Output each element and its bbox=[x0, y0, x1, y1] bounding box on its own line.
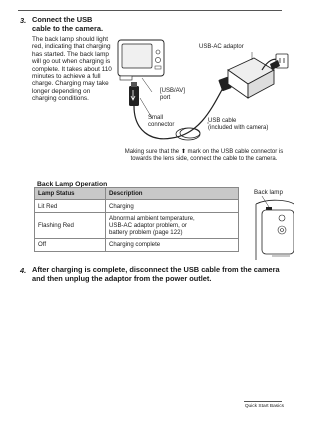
usb-cable-label-line1: USB cable bbox=[208, 118, 237, 124]
usb-cable-label-line2: (included with camera) bbox=[208, 124, 269, 131]
back-lamp-table bbox=[34, 187, 239, 252]
description-cell bbox=[106, 212, 239, 238]
small-connector-label bbox=[148, 115, 174, 129]
table-row bbox=[35, 200, 239, 212]
description-line: USB-AC adaptor problem, or bbox=[109, 221, 187, 229]
camera-back-drawing bbox=[118, 40, 164, 80]
table-row bbox=[35, 212, 239, 238]
footer-divider bbox=[244, 401, 282, 402]
usb-av-port-label bbox=[160, 88, 185, 102]
lamp-status-cell: Flashing Red bbox=[35, 212, 106, 238]
footer-section-name: Quick Start Basics bbox=[244, 404, 284, 409]
step-4-number: 4. bbox=[20, 266, 27, 275]
step-4-title: After charging is complete, disconnect the USB cable from the camera and then unplug the adaptor from the power outlet. bbox=[32, 265, 280, 283]
column-header-lamp-status: Lamp Status bbox=[35, 188, 106, 200]
wall-outlet-drawing bbox=[270, 54, 288, 70]
step-3-number: 3. bbox=[20, 16, 27, 25]
description-cell: Charging complete bbox=[106, 239, 239, 251]
table-header-row bbox=[35, 188, 239, 200]
caption-part-1: Making sure that the bbox=[124, 149, 180, 155]
column-header-description: Description bbox=[106, 188, 239, 200]
step-3-title: Connect the USB cable to the camera. bbox=[32, 15, 104, 33]
description-line: Abnormal ambient temperature, bbox=[109, 214, 195, 222]
usb-cable-coil bbox=[176, 128, 200, 140]
small-connector-label-line1: Small bbox=[148, 115, 164, 121]
back-lamp-label: Back lamp bbox=[254, 189, 283, 196]
description-line: battery problem (page 122) bbox=[109, 228, 183, 236]
lamp-status-cell: Lit Red bbox=[35, 200, 106, 212]
usb-av-port-label-line2: port bbox=[160, 94, 171, 101]
usb-av-port-label-line1: [USB/AV] bbox=[160, 88, 185, 94]
usb-cable-label bbox=[208, 118, 268, 132]
small-connector-label-line2: connector bbox=[148, 121, 175, 128]
back-lamp-section-title: Back Lamp Operation bbox=[37, 181, 108, 188]
description-cell: Charging bbox=[106, 200, 239, 212]
top-divider bbox=[18, 10, 282, 11]
camera-back-lamp-drawing bbox=[248, 196, 294, 266]
table-row bbox=[35, 239, 239, 251]
usb-ac-adaptor-label: USB-AC adaptor bbox=[199, 44, 244, 50]
step-3-body: The back lamp should light red, indicating that charging has started. The back lamp will go out when charging is complete. It takes about 110 minutes to achieve a full charge. Charging may take longer depending on charging conditions. bbox=[32, 36, 112, 103]
connector-orientation-caption bbox=[114, 149, 294, 163]
up-arrow-icon: ⬆ bbox=[180, 149, 186, 155]
caption-part-2: mark on the USB cable connector is towards the lens side, connect the cable to the camera. bbox=[130, 149, 284, 163]
lamp-status-cell: Off bbox=[35, 239, 106, 251]
